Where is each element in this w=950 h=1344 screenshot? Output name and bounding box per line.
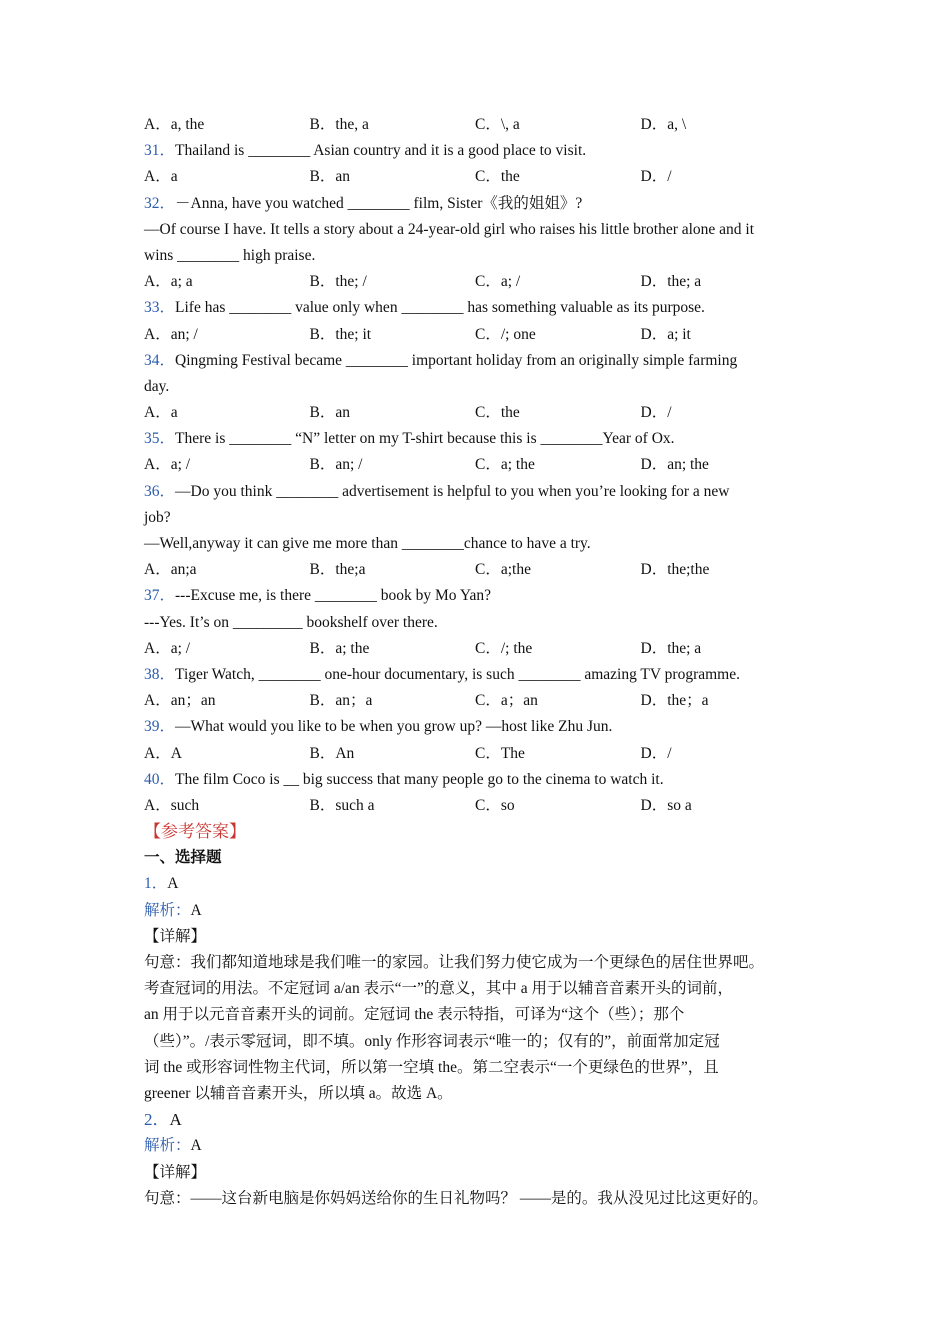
question-list [144,138,824,819]
option-d: D．so a [640,796,692,814]
question-item [144,426,824,478]
detail-line: 词 the 或形容词性物主代词，所以第一空填 the。第二空表示“一个更绿色的世界”，且 [144,1058,719,1076]
option-a: A．a; a [144,273,193,291]
question-text: —Of course I have. It tells a story about a 24-year-old girl who raises his little brother alone and it [144,220,755,238]
option-c: C．the [475,168,520,186]
option-a: A．a; / [144,639,191,657]
question-item [144,295,824,347]
question-text: —Well,anyway it can give me more than ________chance to have a try. [144,535,591,552]
question-line [144,243,824,269]
question-number: 39． [144,718,176,736]
question-text: Tiger Watch, ________ one-hour documentary, is such ________ amazing TV programme. [175,665,740,683]
option-b: B．An [309,744,355,762]
analysis-value: A [190,901,202,919]
option-c: C．a; the [475,456,535,474]
option-d: D．/ [640,744,672,762]
option-d: D．the; a [640,639,702,657]
option-c: C．so [475,796,515,814]
analysis-label: 解析： [144,901,191,919]
question-options [144,400,824,426]
option-b: B．the; it [309,325,372,343]
question-number: 35． [144,430,176,448]
question-item [144,583,824,662]
question-number: 38． [144,665,176,683]
option-a: A．an；an [144,692,216,710]
analysis-label: 解析： [144,1137,191,1155]
question-line [144,191,824,217]
question-item [144,191,824,296]
option-b: B．such a [309,796,375,814]
option-a: A．A [144,744,182,762]
question-options [144,452,824,478]
question-text: The film Coco is __ big success that many people go to the cinema to watch it. [175,770,664,788]
question-number: 36． [144,482,176,500]
analysis-value: A [190,1137,202,1155]
question-text: job? [144,508,171,526]
option-d: D．the;the [640,561,710,579]
question-item [144,138,824,190]
option-b: B．the;a [309,561,366,579]
question-number: 31． [144,142,176,160]
question-text: －Anna, have you watched ________ film, Sister《我的姐姐》? [175,194,583,212]
question-options [144,741,824,767]
option-b: B．a; the [309,639,370,657]
detail-line: （些）”。/表示零冠词，即不填。only 作形容词表示“唯一的；仅有的”，前面常加定冠 [144,1032,720,1050]
question-item [144,479,824,584]
question-line [144,348,824,374]
option-d: D．a, \ [640,116,687,133]
option-d: D．an; the [640,456,709,474]
answers-header: 【参考答案】 [144,822,246,842]
section-title: 一、选择题 [144,849,222,867]
question-line [144,426,824,452]
option-a: A．an;a [144,561,197,579]
answer-value: A [167,875,179,893]
document-page [144,112,824,1212]
option-b: B．an；a [309,692,373,710]
detail-line: 考查冠词的用法。不定冠词 a/an 表示“一”的意义，其中 a 用于以辅音音素开头的词前， [144,980,733,998]
answer-block-1 [144,871,824,1107]
prev-question-options [144,112,824,138]
question-item [144,348,824,427]
question-line [144,767,824,793]
detail-text [144,1186,824,1212]
question-item [144,767,824,819]
option-d: D．the; a [640,273,702,291]
option-b: B．an [309,404,350,422]
question-line [144,583,824,609]
question-options [144,164,824,190]
question-options [144,793,824,819]
detail-line: an 用于以元音音素开头的词前。定冠词 the 表示特指，可译为“这个（些）；那个 [144,1006,685,1024]
option-b: B．an; / [309,456,363,474]
question-line [144,374,824,400]
question-text: There is ________ “N” letter on my T-shirt because this is ________Year of Ox. [175,430,675,448]
option-c: C．The [475,744,525,762]
question-line [144,138,824,164]
option-a: A．a [144,404,178,422]
option-b: B．an [309,168,350,186]
question-text: Thailand is ________ Asian country and it is a good place to visit. [175,142,587,160]
detail-line: greener 以辅音音素开头，所以填 a。故选 A。 [144,1084,453,1102]
question-line [144,610,824,636]
question-number: 40． [144,770,176,788]
question-number: 37． [144,587,176,605]
question-text: Qingming Festival became ________ important holiday from an originally simple farming [175,351,738,369]
option-b: B．the, a [309,116,369,133]
detail-line: 句意：——这台新电脑是你妈妈送给你的生日礼物吗？ ——是的。我从没见过比这更好的。 [144,1189,768,1207]
option-a: A．a, the [144,116,205,133]
question-number: 33． [144,299,176,317]
question-number: 32． [144,194,176,212]
question-line [144,714,824,740]
option-d: D．a; it [640,325,691,343]
answer-block-2 [144,1107,824,1212]
option-c: C．/; the [475,639,533,657]
question-line [144,662,824,688]
answer-number: 2． [144,1110,170,1130]
option-d: D．the；a [640,692,709,710]
question-line [144,505,824,531]
question-options [144,322,824,348]
option-c: C．/; one [475,325,536,343]
option-c: C．a; / [475,273,521,291]
option-b: B．the; / [309,273,367,291]
question-line [144,295,824,321]
option-d: D．/ [640,168,672,186]
option-c: C．the [475,404,520,422]
question-options [144,688,824,714]
answer-value: A [169,1110,182,1130]
question-text: Life has ________ value only when ________ has something valuable as its purpose. [175,299,705,317]
option-a: A．a [144,168,178,186]
option-a: A．a; / [144,456,191,474]
detail-label: 【详解】 [144,927,207,945]
question-text: wins ________ high praise. [144,246,316,264]
option-c: C．a;the [475,561,531,579]
question-item [144,662,824,714]
question-options [144,636,824,662]
question-text: day. [144,377,170,395]
option-c: C．a；an [475,692,538,710]
detail-label: 【详解】 [144,1163,207,1181]
question-options [144,557,824,583]
question-number: 34． [144,351,176,369]
question-text: —What would you like to be when you grow up? —host like Zhu Jun. [175,718,613,736]
detail-line: 句意：我们都知道地球是我们唯一的家园。让我们努力使它成为一个更绿色的居住世界吧。 [144,954,765,971]
question-line [144,217,824,243]
detail-text [144,950,824,1107]
option-a: A．such [144,796,200,814]
question-text: —Do you think ________ advertisement is helpful to you when you’re looking for a new [175,482,730,500]
option-c: C．\, a [475,116,520,133]
question-text: ---Excuse me, is there ________ book by Mo Yan? [175,587,491,605]
question-line [144,479,824,505]
question-line [144,531,824,557]
answer-number: 1． [144,875,168,893]
question-item [144,714,824,766]
question-options [144,269,824,295]
question-text: ---Yes. It’s on _________ bookshelf over there. [144,613,438,631]
option-a: A．an; / [144,325,198,343]
option-d: D．/ [640,404,672,422]
